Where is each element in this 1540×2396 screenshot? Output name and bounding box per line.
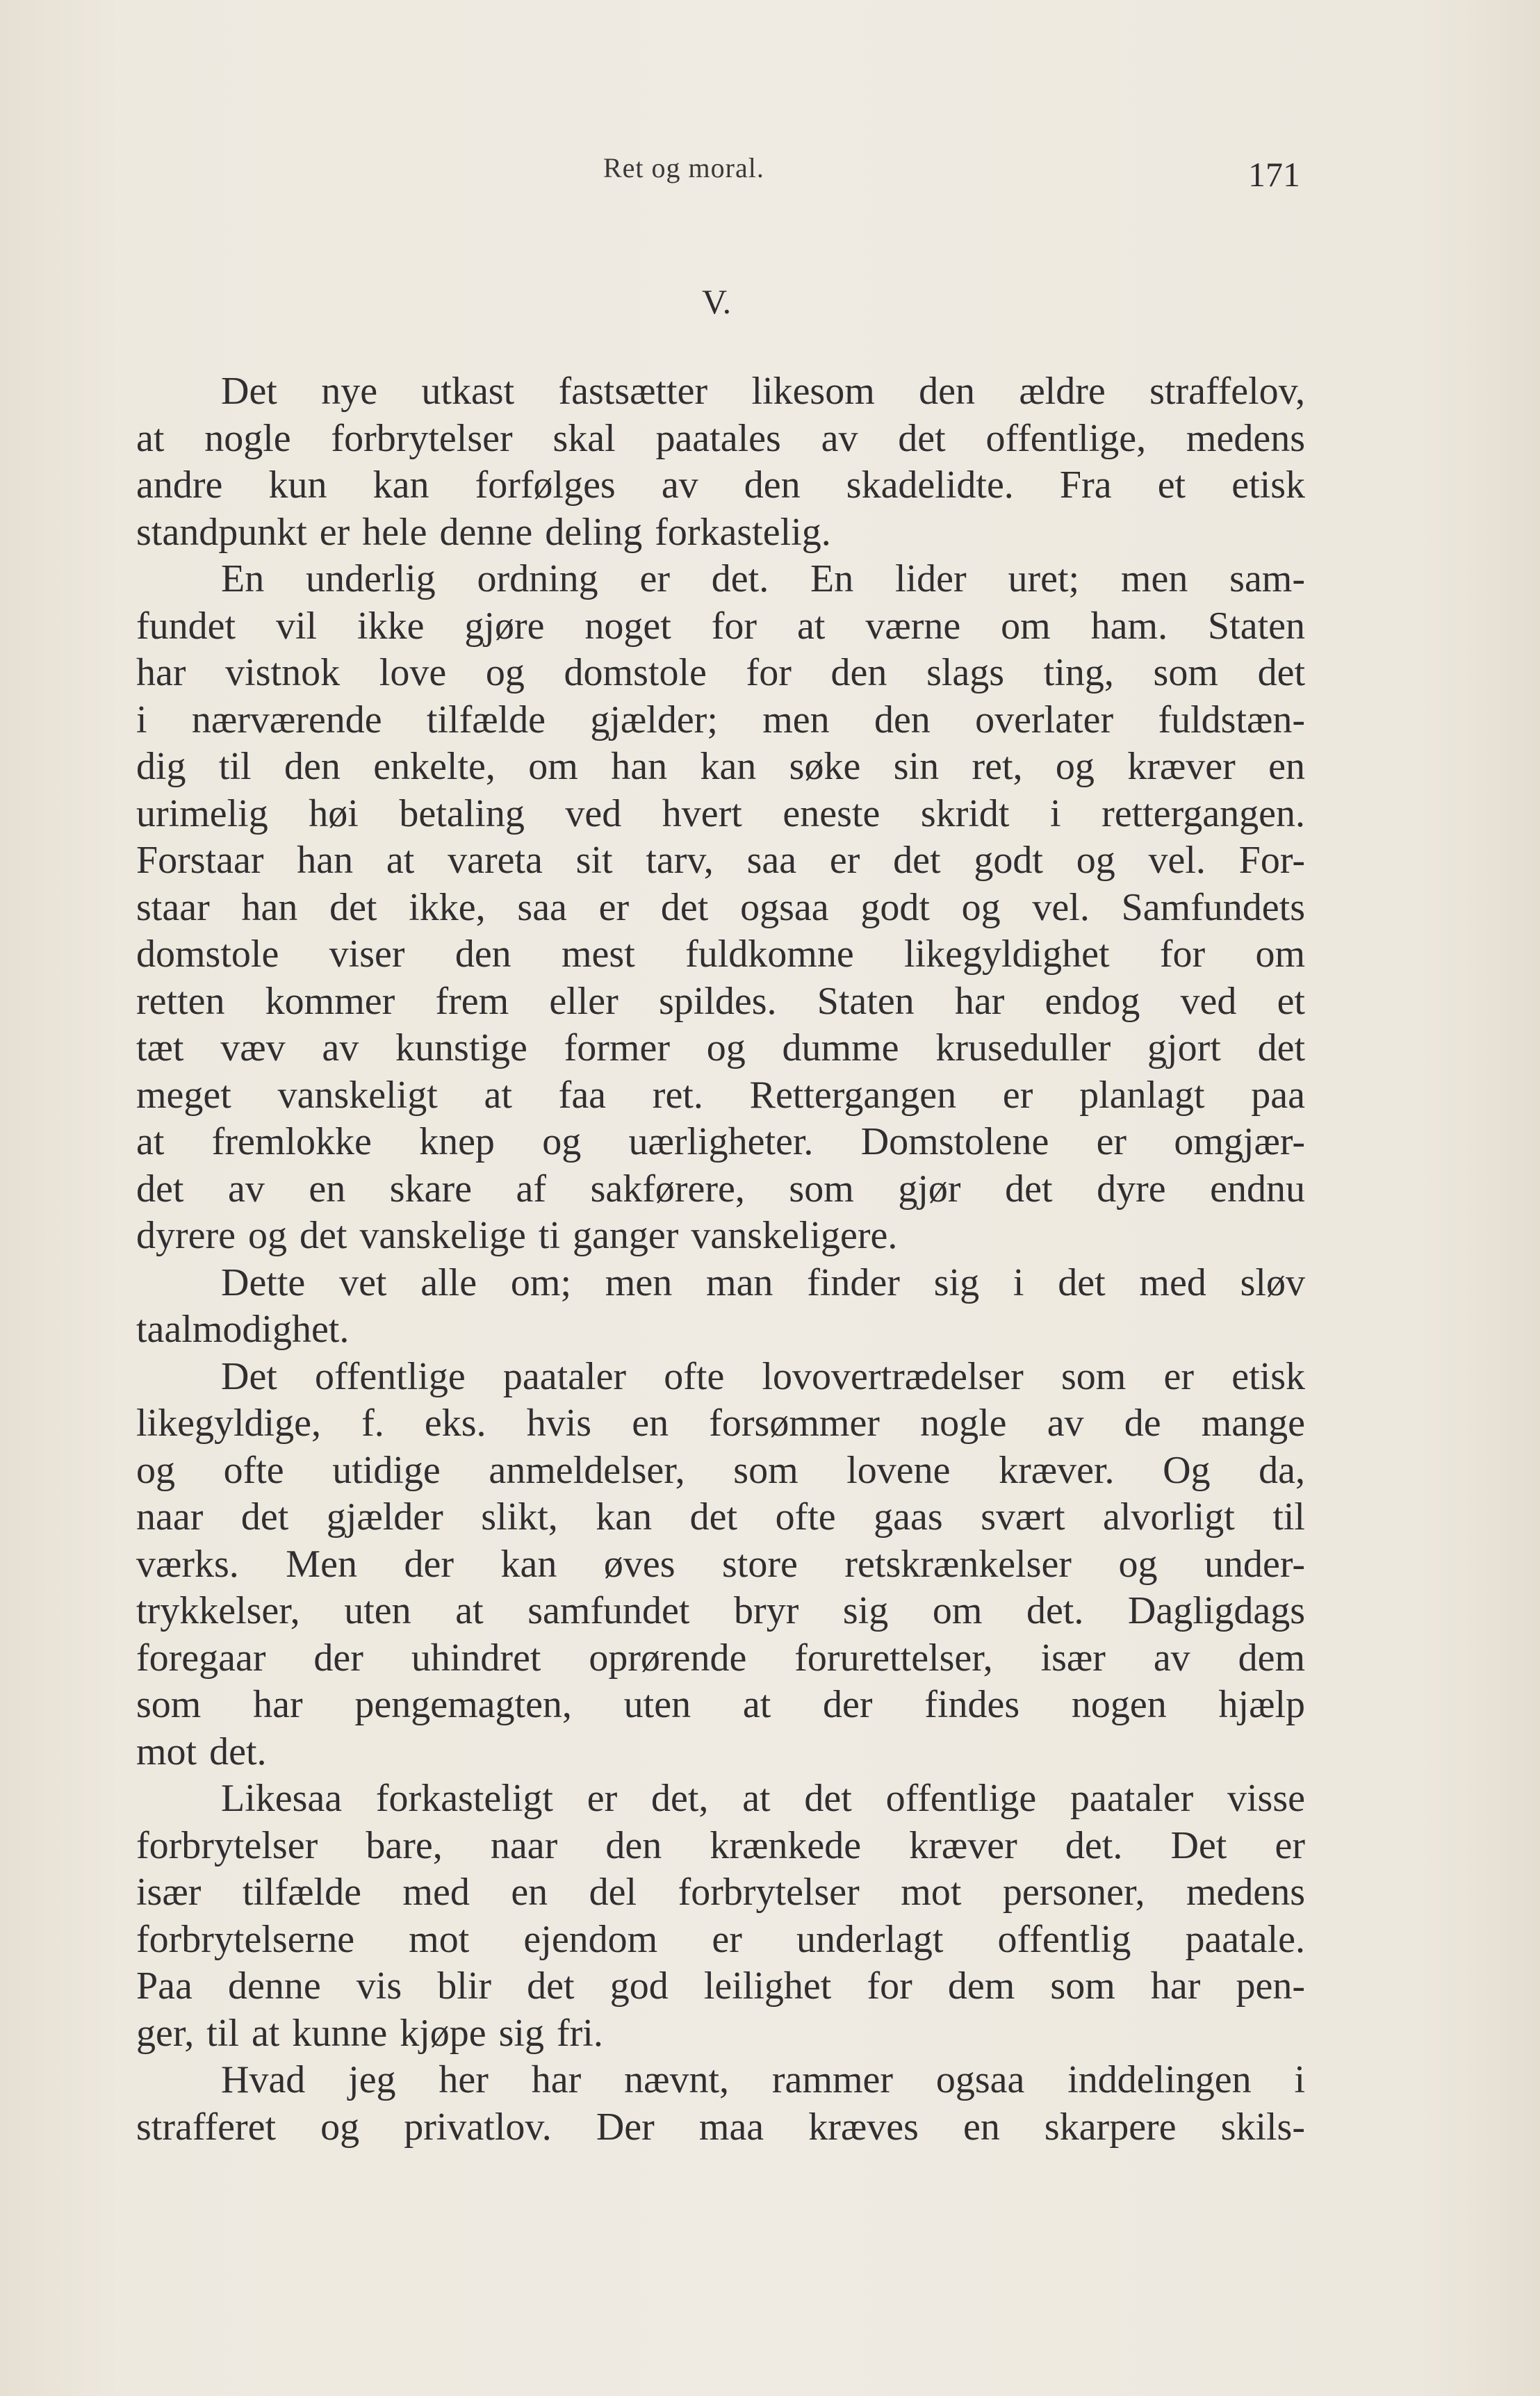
text-line: Paa denne vis blir det god leilighet for dem som har pen- (136, 1964, 1305, 2008)
text-line: Det nye utkast fastsætter likesom den ældre straffelov, (221, 370, 1305, 413)
text-line: taalmodighet. (136, 1308, 350, 1351)
section-heading: V. (702, 282, 732, 321)
text-line: meget vanskeligt at faa ret. Rettergangen er planlagt paa (136, 1073, 1305, 1117)
text-line: foregaar der uhindret oprørende forurettelser, især av dem (136, 1636, 1305, 1680)
text-line: især tilfælde med en del forbrytelser mot personer, medens (136, 1871, 1305, 1914)
text-line: Hvad jeg her har nævnt, rammer ogsaa inddelingen i (221, 2058, 1305, 2101)
body-text (136, 368, 1305, 2151)
page-number: 171 (1248, 155, 1300, 194)
text-line: standpunkt er hele denne deling forkastelig. (136, 510, 831, 554)
text-line: domstole viser den mest fuldkomne likegyldighet for om (136, 933, 1305, 976)
text-line: forbrytelserne mot ejendom er underlagt offentlig paatale. (136, 1917, 1305, 1961)
text-line: Dette vet alle om; men man finder sig i det med sløv (221, 1261, 1305, 1304)
text-line: naar det gjælder slikt, kan det ofte gaas svært alvorligt til (136, 1495, 1305, 1538)
text-line: at nogle forbrytelser skal paatales av det offentlige, medens (136, 416, 1305, 460)
running-head: Ret og moral. (603, 152, 764, 183)
text-line: som har pengemagten, uten at der findes nogen hjælp (136, 1683, 1305, 1726)
text-line: mot det. (136, 1730, 267, 1773)
text-line: strafferet og privatlov. Der maa kræves en skarpere skils- (136, 2105, 1305, 2149)
text-line: retten kommer frem eller spildes. Staten har endog ved et (136, 979, 1305, 1023)
text-line: En underlig ordning er det. En lider uret; men sam- (221, 557, 1305, 600)
text-line: Likesaa forkasteligt er det, at det offentlige paataler visse (221, 1777, 1305, 1820)
text-line: og ofte utidige anmeldelser, som lovene kræver. Og da, (136, 1448, 1305, 1492)
text-line: trykkelser, uten at samfundet bryr sig om det. Dagligdags (136, 1589, 1305, 1632)
text-line: Det offentlige paataler ofte lovovertrædelser som er etisk (221, 1354, 1305, 1398)
text-line: dyrere og det vanskelige ti ganger vanskeligere. (136, 1214, 898, 1257)
text-line: fundet vil ikke gjøre noget for at værne om ham. Staten (136, 604, 1305, 648)
text-line: ger, til at kunne kjøpe sig fri. (136, 2011, 603, 2055)
text-line: at fremlokke knep og uærligheter. Domstolene er omgjær- (136, 1120, 1305, 1163)
text-line: forbrytelser bare, naar den krænkede kræver det. Det er (136, 1823, 1305, 1867)
text-line: har vistnok love og domstole for den slags ting, som det (136, 651, 1305, 694)
text-line: tæt væv av kunstige former og dumme kruseduller gjort det (136, 1026, 1305, 1069)
text-line: Forstaar han at vareta sit tarv, saa er det godt og vel. For- (136, 839, 1305, 882)
text-line: staar han det ikke, saa er det ogsaa godt og vel. Samfundets (136, 885, 1305, 929)
text-line: andre kun kan forfølges av den skadelidte. Fra et etisk (136, 463, 1305, 507)
text-line: det av en skare af sakførere, som gjør det dyre endnu (136, 1167, 1305, 1211)
text-line: likegyldige, f. eks. hvis en forsømmer nogle av de mange (136, 1402, 1305, 1445)
text-line: urimelig høi betaling ved hvert eneste skridt i rettergangen. (136, 791, 1305, 835)
text-line: værks. Men der kan øves store retskrænkelser og under- (136, 1542, 1305, 1586)
text-line: i nærværende tilfælde gjælder; men den overlater fuldstæn- (136, 698, 1305, 741)
text-line: dig til den enkelte, om han kan søke sin ret, og kræver en (136, 745, 1305, 788)
